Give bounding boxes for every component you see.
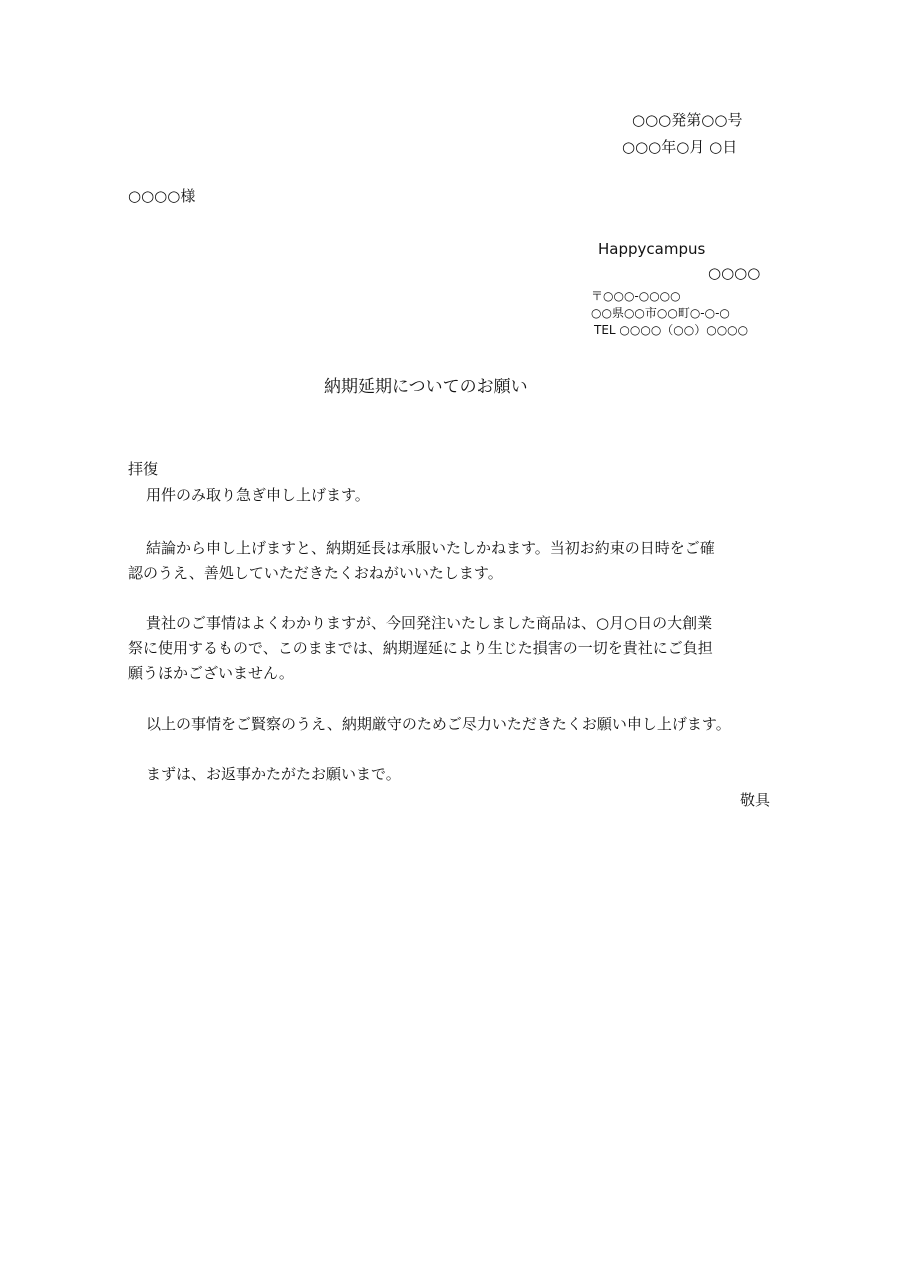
sender-address: ○○県○○市○○町○-○-○ [591, 306, 730, 320]
paragraph-5: まずは、お返事かたがたお願いまで。 [146, 765, 401, 783]
recipient-name: ○○○○様 [128, 187, 196, 205]
paragraph-3-line-3: 願うほかございません。 [128, 664, 294, 682]
document-date: ○○○年○月 ○日 [622, 138, 738, 156]
sender-tel: TEL ○○○○（○○）○○○○ [594, 323, 749, 337]
paragraph-4: 以上の事情をご賢察のうえ、納期厳守のためご尽力いただきたくお願い申し上げます。 [146, 715, 731, 733]
closing: 敬具 [740, 791, 771, 809]
paragraph-3-line-2: 祭に使用するもので、このままでは、納期遅延により生じた損害の一切を貴社にご負担 [128, 639, 713, 657]
paragraph-1: 用件のみ取り急ぎ申し上げます。 [146, 486, 370, 504]
sender-company: Happycampus [598, 240, 706, 258]
document-number: ○○○発第○○号 [632, 111, 743, 129]
sender-postal: 〒○○○-○○○○ [591, 289, 681, 303]
paragraph-3-line-1: 貴社のご事情はよくわかりますが、今回発注いたしました商品は、○月○日の大創業 [146, 614, 713, 632]
paragraph-2-line-1: 結論から申し上げますと、納期延長は承服いたしかねます。当初お約束の日時をご確 [146, 539, 715, 557]
sender-name: ○○○○ [708, 264, 761, 282]
paragraph-2-line-2: 認のうえ、善処していただきたくおねがいいたします。 [128, 564, 503, 582]
salutation: 拝復 [128, 460, 159, 478]
document-title: 納期延期についてのお願い [324, 377, 528, 397]
